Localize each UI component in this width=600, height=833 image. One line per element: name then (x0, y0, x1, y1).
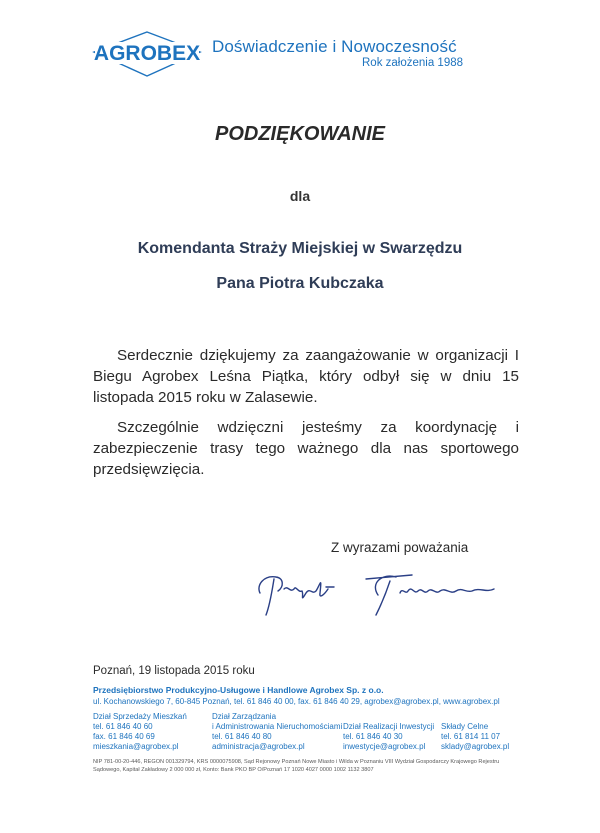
logo-text: AGROBEX (93, 42, 201, 65)
agrobex-logo (92, 30, 202, 80)
handwritten-signature (250, 563, 520, 625)
closing-phrase: Z wyrazami poważania (331, 540, 469, 555)
body-paragraph-1: Serdecznie dziękujemy za zaangażowanie w organizacji I Biegu Agrobex Leśna Piątka, który odbył się w dniu 15 listopada 2015 roku w Zalasewie. (93, 347, 519, 406)
recipient-name: Pana Piotra Kubczaka (216, 275, 384, 292)
letter-title: PODZIĘKOWANIE (214, 123, 385, 145)
department-email: inwestycje@agrobex.pl (343, 742, 426, 751)
department-email: administracja@agrobex.pl (212, 742, 305, 751)
department-warehouses (441, 722, 509, 752)
body-paragraph-2: Szczególnie wdzięczni jesteśmy za koordynację i zabezpieczenie trasy tego ważnego dla nas sportowego przedsięwzięcia. (93, 419, 519, 478)
department-fax: fax. 61 846 40 69 (93, 732, 155, 741)
dedication-word: dla (289, 188, 311, 204)
department-email: sklady@agrobex.pl (441, 742, 510, 751)
department-phone: tel. 61 846 40 60 (93, 722, 153, 731)
footer-address: ul. Kochanowskiego 7, 60-845 Poznań, tel. 61 846 40 00, fax. 61 846 40 29, agrobex@agrobex.pl, www.agrobex.pl (93, 697, 500, 706)
department-name: Dział Realizacji Inwestycji (343, 722, 435, 731)
founded-year: Rok założenia 1988 (362, 57, 464, 69)
department-email: mieszkania@agrobex.pl (93, 742, 179, 751)
department-sales (93, 712, 187, 752)
department-management (212, 712, 342, 752)
company-slogan: Doświadczenie i Nowoczesność (212, 37, 457, 56)
department-name-cont: i Administrowania Nieruchomościami (212, 722, 343, 731)
department-name: Składy Celne (441, 722, 489, 731)
department-name: Dział Zarządzania (212, 712, 277, 721)
department-phone: tel. 61 846 40 30 (343, 732, 403, 741)
department-phone: tel. 61 814 11 07 (441, 732, 501, 741)
department-phone: tel. 61 846 40 80 (212, 732, 272, 741)
department-investments (343, 722, 434, 752)
footer-registry-info: NIP 781-00-20-446, REGON 001329794, KRS 0000075908, Sąd Rejonowy Poznań Nowe Miasto i Wilda w Poznaniu VIII Wydział Gospodarczy Krajowego Rejestru Sądowego, Kapitał Zakładowy 2 000 000 zł, Konto: Bank PKO BP O/Poznań 17 1020 4027 0000 1002 1132 3807 (93, 759, 500, 773)
footer-company-name: Przedsiębiorstwo Produkcyjno-Usługowe i Handlowe Agrobex Sp. z o.o. (93, 685, 384, 695)
department-name: Dział Sprzedaży Mieszkań (93, 712, 187, 721)
place-and-date: Poznań, 19 listopada 2015 roku (93, 665, 255, 677)
recipient-title: Komendanta Straży Miejskiej w Swarzędzu (137, 240, 463, 257)
